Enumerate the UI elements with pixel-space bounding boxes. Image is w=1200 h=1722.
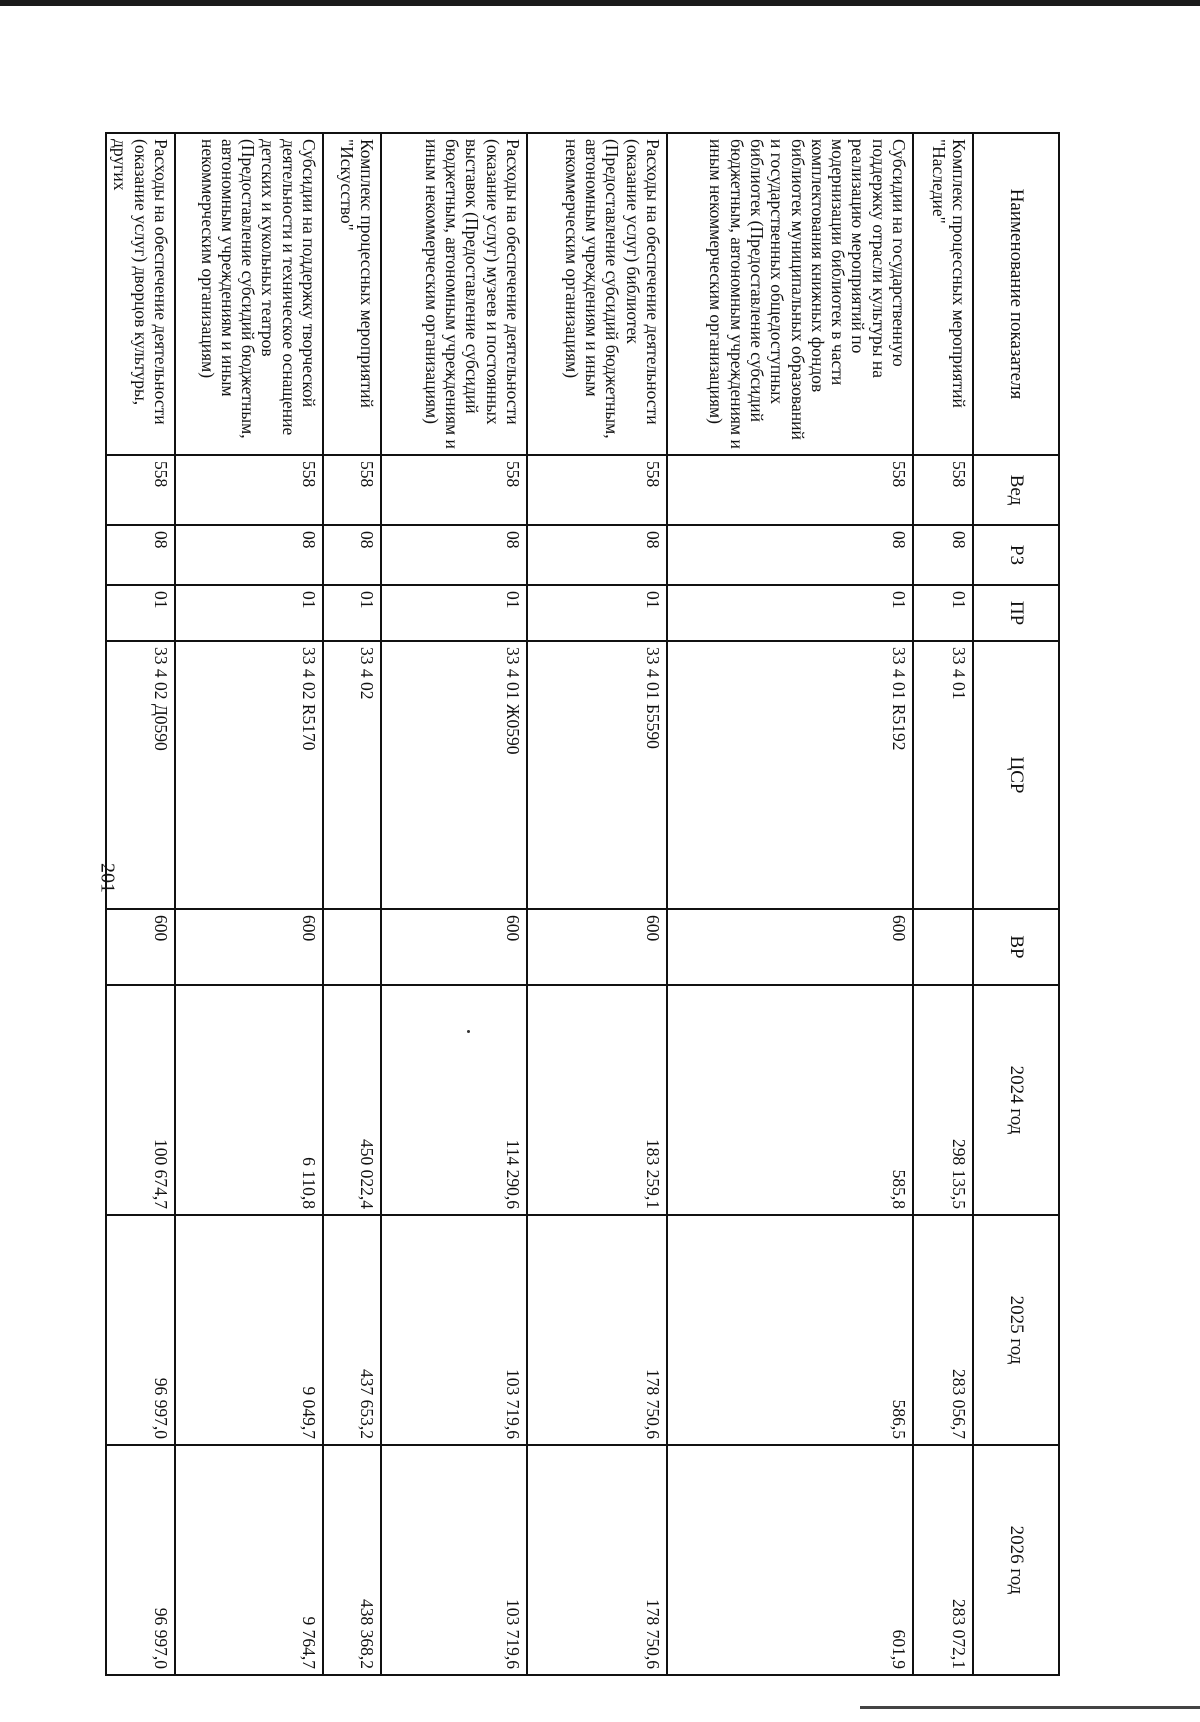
row-csr: 33 4 02 Д0590 [106, 641, 175, 909]
row-csr: 33 4 01 Б5590 [527, 641, 667, 909]
row-pr: 01 [323, 585, 381, 641]
row-rz: 08 [667, 525, 913, 585]
row-vr [913, 909, 973, 985]
header-csr: ЦСР [973, 641, 1059, 909]
row-2026: 283 072,1 [913, 1445, 973, 1675]
table-header-row [973, 133, 1059, 1675]
row-pr: 01 [381, 585, 527, 641]
budget-table [105, 132, 1060, 1676]
scan-edge-bottom [860, 1706, 1200, 1709]
row-2026: 103 719,6 [381, 1445, 527, 1675]
header-pr: ПР [973, 585, 1059, 641]
row-csr: 33 4 01 R5192 [667, 641, 913, 909]
row-2026: 601,9 [667, 1445, 913, 1675]
row-2024: 298 135,5 [913, 985, 973, 1215]
row-ved: 558 [381, 455, 527, 525]
header-2026: 2026 год [973, 1445, 1059, 1675]
row-2025: 437 653,2 [323, 1215, 381, 1445]
table-row [175, 133, 323, 1675]
row-name: Субсидии на поддержку творческой деятельности и техническое оснащение детских и кукольных театров (Предоставление субсидий бюджетным, автономным учреждениям и иным некоммерческим организациям) [175, 133, 323, 455]
row-vr: 600 [106, 909, 175, 985]
row-name: Субсидии на государственную поддержку отрасли культуры на реализацию мероприятий по модернизации библиотек в части комплектования книжных фондов библиотек муниципальных образований и государственных общедоступных библиотек (Предоставление субсидий бюджетным, автономным учреждениям и иным некоммерческим организациям) [667, 133, 913, 455]
row-rz: 08 [527, 525, 667, 585]
row-name: Расходы на обеспечение деятельности (оказание услуг) библиотек (Предоставление субсидий бюджетным, автономным учреждениям и иным некоммерческим организациям) [527, 133, 667, 455]
table-row [381, 133, 527, 1675]
table-row [323, 133, 381, 1675]
row-csr: 33 4 02 [323, 641, 381, 909]
header-name: Наименование показателя [973, 133, 1059, 455]
row-ved: 558 [175, 455, 323, 525]
row-vr: 600 [381, 909, 527, 985]
row-pr: 01 [527, 585, 667, 641]
row-2024: 585,8 [667, 985, 913, 1215]
row-2026: 9 764,7 [175, 1445, 323, 1675]
row-vr [323, 909, 381, 985]
row-pr: 01 [667, 585, 913, 641]
row-vr: 600 [527, 909, 667, 985]
table-row [667, 133, 913, 1675]
row-ved: 558 [527, 455, 667, 525]
row-rz: 08 [913, 525, 973, 585]
row-rz: 08 [175, 525, 323, 585]
row-pr: 01 [913, 585, 973, 641]
row-2024: 183 259,1 [527, 985, 667, 1215]
row-2025: 103 719,6 [381, 1215, 527, 1445]
table-row [913, 133, 973, 1675]
row-csr: 33 4 01 [913, 641, 973, 909]
row-name: Комплекс процессных мероприятий "Наследие" [913, 133, 973, 455]
row-name: Расходы на обеспечение деятельности (оказание услуг) музеев и постоянных выставок (Предоставление субсидий бюджетным, автономным учреждениям и иным некоммерческим организациям) [381, 133, 527, 455]
header-2024: 2024 год [973, 985, 1059, 1215]
row-ved: 558 [323, 455, 381, 525]
row-rz: 08 [106, 525, 175, 585]
row-2026: 178 750,6 [527, 1445, 667, 1675]
row-pr: 01 [106, 585, 175, 641]
row-2025: 586,5 [667, 1215, 913, 1445]
row-rz: 08 [323, 525, 381, 585]
header-vr: ВР [973, 909, 1059, 985]
row-rz: 08 [381, 525, 527, 585]
row-2025: 283 056,7 [913, 1215, 973, 1445]
row-2025: 9 049,7 [175, 1215, 323, 1445]
row-vr: 600 [175, 909, 323, 985]
rotated-table-wrapper [110, 132, 1060, 1674]
row-2024: 450 022,4 [323, 985, 381, 1215]
row-2024: 6 110,8 [175, 985, 323, 1215]
header-2025: 2025 год [973, 1215, 1059, 1445]
row-csr: 33 4 01 Ж0590 [381, 641, 527, 909]
table-row [106, 133, 175, 1675]
row-2024: 100 674,7 [106, 985, 175, 1215]
row-csr: 33 4 02 R5170 [175, 641, 323, 909]
page-number-text: 201 [96, 863, 119, 893]
row-2024: 114 290,6 [381, 985, 527, 1215]
table-row [527, 133, 667, 1675]
row-2026: 438 368,2 [323, 1445, 381, 1675]
header-ved: Вед [973, 455, 1059, 525]
row-pr: 01 [175, 585, 323, 641]
row-2025: 96 997,0 [106, 1215, 175, 1445]
row-ved: 558 [106, 455, 175, 525]
header-rz: РЗ [973, 525, 1059, 585]
row-2026: 96 997,0 [106, 1445, 175, 1675]
row-ved: 558 [913, 455, 973, 525]
row-vr: 600 [667, 909, 913, 985]
row-ved: 558 [667, 455, 913, 525]
scan-edge-top [0, 0, 1200, 6]
row-2025: 178 750,6 [527, 1215, 667, 1445]
row-name: Комплекс процессных мероприятий "Искусство" [323, 133, 381, 455]
row-name: Расходы на обеспечение деятельности (оказание услуг) дворцов культуры, других [106, 133, 175, 455]
